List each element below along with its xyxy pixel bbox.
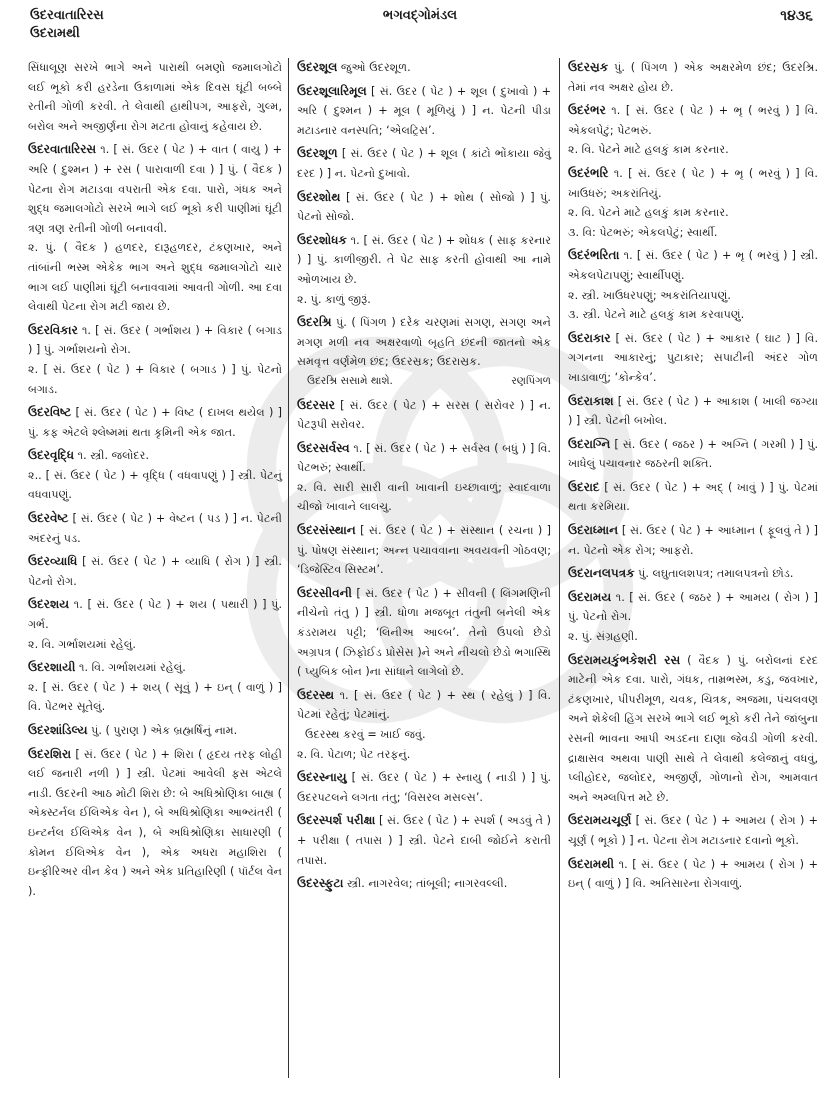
entry-headword: ઉદરંભરિતા xyxy=(568,248,620,263)
entry-text: પું. ( પિંગળ ) દરેક ચરણમાં સગણ, સગણ અને મગણ મળી નવ અક્ષરવાળો બૃહતિ છંદની જાતનો એક સમવૃત્ત વર્ણમેળ છંદ; ઉદરસ્રક; ઉદરાસ્રક. xyxy=(297,316,552,369)
entry-definition xyxy=(568,329,818,388)
entry-text: [ સં. ઉદર ( પેટ ) + સરસ ( સરોવર ) ] ન. પેટરૂપી સરોવર. xyxy=(297,398,551,432)
entry-definition xyxy=(297,686,551,725)
entry-text: ૧. [ સં. ઉદર ( પેટ ) + ભૃ ( ભરવું ) ] સ્ત્રી. એકલપેટાપણું; સ્વાર્થીપણું. xyxy=(568,249,818,282)
entry-definition xyxy=(297,144,551,183)
entry-sense: ૨. પું. ( વૈદક ) હળદર, દારૂહળદર, ટંકણખાર, અને તાંબાંની ભસ્મ એકેક ભાગ અને શુદ્ધ જમાલગોટો ચાર ભાગ લઈ પાણીમાં ઘૂંટી બનાવવામાં આવતી ગોળી. આ દવા લેવાથી પેટના રોગ મટી જાય છે. xyxy=(28,241,282,314)
entry-definition xyxy=(297,396,551,435)
entry-headword: ઉદરવેષ્ટ xyxy=(28,511,69,526)
dictionary-entry xyxy=(568,651,818,808)
entry-headword: ઉદરાધ્માન xyxy=(568,523,619,538)
entry-sense: ૨. પું. સંગ્રહણી. xyxy=(568,630,638,644)
entry-headword: ઉદરસ્નાયુ xyxy=(297,770,347,785)
entry-text: [ સં. ઉદર ( પેટ ) + શિરા ( હૃદય તરફ લોહી લઈ જનારી નળી ) ] સ્ત્રી. પેટમાં આવેલી ફસ એટલે નાડી. ઉદરની આઠ મોટી શિરા છે: બે અધિશ્રોણિકા બાહ્ય ( એક્સ્ટર્નલ ઈલિએક વેન ), બે અધિશ્રોણિકા આભ્યંતરી ( ઇન્ટર્નલ ઈલિએક વેન ), બે અધિશ્રોણિકા સાધારણી ( કોમન ઈલિએક વેન ), એક અધરા મહાશિરા ( ઇન્ફીરિઅર વીન કેવ ) અને એક પ્રતિહારિણી ( પૉર્ટલ વેન ). xyxy=(28,747,283,898)
entry-text: ૧. [ સં. ઉદર ( પેટ ) + સ્થ ( રહેલું ) ] વિ. પેટમાં રહેતું; પેટમાંનું. xyxy=(297,688,551,722)
running-title: ભગવદ્ગોમંડલ xyxy=(382,8,458,23)
entry-headword: ઉદરામથી xyxy=(568,856,615,871)
entry-sense: ૩. સ્ત્રી. પેટને માટે હલકું કામ કરવાપણું. xyxy=(568,308,745,322)
entry-text: પું. ( પુરાણ ) એક બ્રહ્મર્ષિનું નામ. xyxy=(91,724,238,737)
entry-definition xyxy=(568,811,818,850)
entry-headword: ઉદરવ્યાધિ xyxy=(28,554,78,569)
dictionary-entry xyxy=(297,58,551,78)
column-3 xyxy=(560,58,818,1078)
entry-headword: ઉદરશાંડિલ્ય xyxy=(28,723,88,737)
dictionary-entry xyxy=(568,392,818,431)
entry-sense: ૨. [ સં. ઉદર ( પેટ ) + વિકાર ( બગાડ ) ] પું. પેટનો બગાડ. xyxy=(28,362,282,396)
entry-definition xyxy=(28,658,282,678)
dictionary-entry xyxy=(297,768,551,807)
entry-definition xyxy=(297,313,551,372)
column-2 xyxy=(288,58,560,1078)
dictionary-entry xyxy=(28,595,282,654)
entry-text: [ સં. ઉદર ( પેટ ) + શૂલ ( કાંટો ભોંકાયા જેવું દરદ ) ] ન. પેટનો દુખાવો. xyxy=(297,147,551,180)
dictionary-entry xyxy=(28,745,282,902)
entry-headword: ઉદરંભરિ xyxy=(568,165,609,180)
dictionary-entry xyxy=(568,588,818,647)
entry-sense: ૨. વિ. પેટને માટે હલકું કામ કરનાર. xyxy=(568,206,729,220)
dictionary-entry xyxy=(297,874,551,894)
entry-headword: ઉદરશય xyxy=(28,597,70,612)
entry-definition xyxy=(28,140,282,238)
entry-headword: ઉદરાનલપત્રક xyxy=(568,566,635,581)
entry-definition xyxy=(297,439,551,478)
quotation-text: ઉદરશ્રિ સસામે થાશે. xyxy=(307,374,393,387)
entry-headword: ઉદરાકાશ xyxy=(568,393,614,408)
dictionary-entry xyxy=(297,439,551,517)
entry-definition xyxy=(297,811,551,870)
entry-text: [ સં. ઉદર ( પેટ ) + વ્યાધિ ( રોગ ) ] સ્ત્રી. પેટનો રોગ. xyxy=(28,555,282,588)
entry-text: ૧. [ સં. ઉદર ( પેટ ) + સર્વસ્વ ( બધું ) ] વિ. પેટભરું; સ્વાર્થી. xyxy=(297,441,551,475)
entry-text: [ સં. ઉદર ( પેટ ) + આકાર ( ઘાટ ) ] વિ. ગગનના આકારનું; પુટાકાર; સપાટીની અંદર ગોળ ખાડાવાળું; ‘કોન્કેવ’. xyxy=(568,331,818,384)
dictionary-entry xyxy=(28,721,282,741)
entry-text: પું. લઘુતાલશપત્ર; તમાલપત્રનો છોડ. xyxy=(638,567,794,581)
entry-text: [ સં. ઉદર ( પેટ ) + વેષ્ટન ( પડ ) ] ન. પેટની અંદરનું પડ. xyxy=(28,512,282,545)
entry-text: ૧. સ્ત્રી. જલોદર. xyxy=(77,449,150,463)
dictionary-entry xyxy=(568,58,818,97)
dictionary-entry xyxy=(568,101,818,160)
entry-headword: ઉદરશાયી xyxy=(28,660,76,675)
dictionary-entry xyxy=(28,446,282,505)
dictionary-entry xyxy=(568,478,818,517)
entry-headword: ઉદરસ્રક xyxy=(568,60,609,74)
entry-headword: ઉદરસર xyxy=(297,397,335,412)
entry-definition xyxy=(28,745,282,902)
entry-headword: ઉદરંભર xyxy=(568,103,606,118)
entry-headword: ઉદરસ્ફુટા xyxy=(297,876,344,891)
entry-text: ૧. [ સં. ઉદર ( પેટ ) + ભૃ ( ભરવું ) ] વિ. એકલપેટું; પેટભરું. xyxy=(568,104,818,137)
entry-text: સ્ત્રી. નાગરવેલ; તાંબૂલી; નાગરવલ્લી. xyxy=(346,877,508,891)
entry-example: ઉદરસ્થ કરવું = ખાઈ જવું. xyxy=(305,728,426,741)
entry-sense: ૨. વિ. પેટને માટે હલકું કામ કરનાર. xyxy=(568,143,729,157)
entry-headword: ઉદરશૂલારિમૂલ xyxy=(297,83,367,98)
entry-definition xyxy=(297,768,551,807)
entry-text: [ સં. ઉદર ( પેટ ) + સંસ્થાન ( રચના ) ] પું. પોષણ સંસ્થાન; અન્ન પચાવવાના અવયવની ગોઠવણ; ‘ડિજેસ્ટિવ સિસ્ટમ’. xyxy=(297,524,551,577)
entry-definition xyxy=(297,584,551,682)
dictionary-entry xyxy=(297,584,551,682)
entry-text: [ સં. ઉદર ( પેટ ) + સીવની ( લિંગમણિની નીચેનો તંતુ ) ] સ્ત્રી. ધોળા મજબૂત તંતુની બનેલી એક કંડરામય પટ્ટી; ‘લિનીઅ આલ્બ’. તેનો ઉપલો છેડો અગ્રપત્ર ( ઝિફોઈડ પ્રોસેસ )ને અને નીચલો છેડો ભગાસ્થિ ( પ્યુબિક બોન )ના સાંધાને લાગેલો છે. xyxy=(297,586,552,679)
dictionary-entry xyxy=(568,329,818,388)
dictionary-entry xyxy=(297,82,551,141)
dictionary-entry xyxy=(28,321,282,399)
entry-text: ( વૈદક ) પું. બરોલનાં દરદ માટેની એક દવા. પારો, ગંધક, તામ્રભસ્મ, કડુ, જવખાર, ટંકણખાર, પીપરીમૂળ, ચવક, ચિત્રક, અજમા, પંચલવણ અને શેકેલી હિંગ સરખે ભાગે લઈ ભૂકો કરી તેને જાંબુના રસની ભાવના આપી અડદના દાણા જેવડી ગોળી કરવી. દ્રાક્ષાસવ અથવા પાણી સાથે તે લેવાથી કલેજાનું વધવું, પ્લીહોદર, જલોદર, અજીર્ણ, ગોળાનો રોગ, આમવાત અને અમ્લપિત્ત મટે છે. xyxy=(568,653,818,804)
entry-sense: ૨. વિ. પેટાળ; પેટ તરફનું. xyxy=(297,747,411,761)
entry-definition xyxy=(568,58,818,97)
page-number: ૧૪૩૬ xyxy=(780,8,813,24)
guide-word-last: ઉદરામથી xyxy=(30,26,80,41)
entry-definition xyxy=(28,321,282,360)
entry-sense: ૩. વિ: પેટભરું; એકલપેટું; સ્વાર્થી. xyxy=(568,225,718,239)
entry-text: [ સં. ઉદર ( પેટ ) + સ્નાયુ ( નાડી ) ] પું. ઉદરપટલને લગતા તંતુ; ‘વિસરલ મસલ્સ’. xyxy=(297,771,551,804)
entry-definition xyxy=(297,188,551,227)
entry-headword: ઉદરશ્રિ xyxy=(297,315,332,330)
entry-text: [ સં. ઉદર ( જઠર ) + અગ્નિ ( ગરમી ) ] પું. ખાધેલું પચાવનાર જઠરની શક્તિ. xyxy=(568,437,819,471)
entry-headword: ઉદરવિકાર xyxy=(28,322,78,337)
entry-text: [ સં. ઉદર ( પેટ ) + શૂલ ( દુખાવો ) + અરિ ( દુશ્મન ) + મૂલ ( મૂળિયું ) ] ન. પેટની પીડા મટાડનાર વનસ્પતિ; ‘એલટ્રિસ’. xyxy=(297,84,551,137)
entry-definition xyxy=(297,521,551,580)
dictionary-entry xyxy=(28,58,282,136)
entry-text: [ સં. ઉદર ( પેટ ) + વિષ્ટ ( દાખલ થયેલ ) ] પું. કફ એટલે શ્લેષ્મમાં થતા કૃમિની એક જાત. xyxy=(28,406,282,439)
entry-text: ૧. [ સં. ઉદર ( ગર્ભાશય ) + વિકાર ( બગાડ ) ] પું. ગર્ભાશયનો રોગ. xyxy=(28,323,282,357)
entry-definition xyxy=(568,651,818,808)
dictionary-entry xyxy=(297,313,551,391)
entry-text: પું. ( પિંગળ ) એક અક્ષરમેળ છંદ; ઉદરશ્રિ. તેમાં નવ અક્ષર હોય છે. xyxy=(568,61,818,94)
entry-text: ૧. [ સં. ઉદર ( પેટ ) + વાત ( વાયુ ) + અરિ ( દુશ્મન ) + રસ ( પારાવાળી દવા ) ] પું. ( વૈદક ) પેટના રોગ મટાડવા વપરાતી એક દવા. પારો, ગંધક અને શુદ્ધ જમાલગોટો સરખે ભાગે લઈ ભૂકો કરી પાણીમાં ઘૂંટી ત્રણ ત્રણ રતીની ગોળી બનાવવી. xyxy=(28,143,282,235)
entry-definition xyxy=(28,552,282,591)
entry-headword: ઉદરામય xyxy=(568,589,612,604)
entry-definition xyxy=(28,721,282,741)
dictionary-entry xyxy=(297,811,551,870)
dictionary-columns xyxy=(28,58,818,1078)
entry-definition xyxy=(568,564,818,584)
entry-definition xyxy=(568,478,818,517)
entry-headword: ઉદરામયકુંભકેશરી રસ xyxy=(568,652,681,667)
entry-definition xyxy=(28,509,282,548)
entry-text: સિંધાલૂણ સરખે ભાગે અને પારાથી બમણો જમાલગોટો લઈ ભૂકો કરી હરડેના ઉકાળામાં એક દિવસ ઘૂંટી બબ્બે રતીની ગોળી કરવી. તે લેવાથી હાથીપગ, આફરો, ગુલ્મ, બરોલ અને અજીર્ણના રોગ મટતા હોવાનું કહેવાય છે. xyxy=(28,61,282,133)
entry-definition xyxy=(568,588,818,627)
entry-text: ૧. [ સં. ઉદર ( પેટ ) + શોધક ( સાફ કરનાર ) ] પું. કાળીજીરી. તે પેટ સાફ કરતી હોવાથી આ નામે ઓળખાય છે. xyxy=(297,233,551,286)
entry-headword: ઉદરશૂળ xyxy=(297,146,338,161)
entry-definition xyxy=(28,58,282,136)
entry-sense: ૨. વિ. ગર્ભાશયમાં રહેલું. xyxy=(28,637,136,651)
entry-headword: ઉદરશૂલ xyxy=(297,60,338,74)
column-1 xyxy=(28,58,288,1078)
dictionary-entry xyxy=(297,188,551,227)
entry-headword: ઉદરસંસ્થાન xyxy=(297,523,356,538)
entry-text: ૧. વિ. ગર્ભાશયમાં રહેલું. xyxy=(79,661,186,675)
entry-sense: ૨.. [ સં. ઉદર ( પેટ ) + વૃદ્ધિ ( વધવાપણું ) ] સ્ત્રી. પેટનું વધવાપણું. xyxy=(28,468,282,502)
entry-definition xyxy=(28,595,282,634)
entry-text: [ સં. ઉદર ( પેટ ) + અદ્ ( ખાવું ) ] પું. પેટમાં થતા કરમિયા. xyxy=(568,480,819,514)
dictionary-entry xyxy=(568,246,818,324)
quotation-source: રણપિંગળ xyxy=(511,374,551,387)
entry-headword: ઉદરાદ xyxy=(568,479,600,494)
guide-word-first: ઉદરવાતારિરસ xyxy=(30,8,104,23)
dictionary-entry xyxy=(297,231,551,309)
dictionary-entry xyxy=(297,521,551,580)
entry-sense: ૨. સ્ત્રી. ખાઉધરપણું; અકરાંતિયાપણું. xyxy=(568,288,731,302)
entry-headword: ઉદરસર્વસ્વ xyxy=(297,440,350,455)
entry-headword: ઉદરશિરા xyxy=(28,746,72,761)
dictionary-entry xyxy=(28,552,282,591)
dictionary-entry xyxy=(28,140,282,316)
entry-definition xyxy=(568,101,818,140)
entry-text: [ સં. ઉદર ( પેટ ) + સ્પર્શ ( અડવું તે ) + પરીક્ષા ( તપાસ ) ] સ્ત્રી. પેટને દાબી જોઈને કરાતી તપાસ. xyxy=(297,814,551,867)
entry-headword: ઉદરસ્થ xyxy=(297,687,335,702)
entry-text: ૧. [ સં. ઉદર ( જઠર ) + આમય ( રોગ ) ] પું. પેટનો રોગ. xyxy=(568,590,819,624)
entry-sense: ૨. [ સં. ઉદર ( પેટ ) + શય્ ( સૂવું ) + ઇન્ ( વાળું ) ] વિ. પેટભર સૂતેલું. xyxy=(28,680,282,714)
entry-headword: ઉદરવિષ્ટ xyxy=(28,405,72,420)
dictionary-entry xyxy=(568,855,818,894)
entry-headword: ઉદરામયચૂર્ણ xyxy=(568,813,632,828)
entry-definition xyxy=(568,521,818,560)
entry-headword: ઉદરસ્પર્શ પરીક્ષા xyxy=(297,813,376,828)
entry-definition xyxy=(28,403,282,442)
page-header xyxy=(0,0,825,54)
entry-headword: ઉદરસીવની xyxy=(297,585,352,600)
dictionary-entry xyxy=(28,509,282,548)
dictionary-entry xyxy=(297,686,551,764)
entry-headword: ઉદરાગ્નિ xyxy=(568,436,611,451)
dictionary-entry xyxy=(568,435,818,474)
entry-headword: ઉદરવાતારિરસ xyxy=(28,142,97,157)
dictionary-entry xyxy=(28,658,282,717)
entry-definition xyxy=(568,164,818,203)
dictionary-entry xyxy=(28,403,282,442)
entry-headword: ઉદરાકાર xyxy=(568,330,611,345)
entry-text: [ સં. ઉદર ( પેટ ) + આકાશ ( ખાલી જગ્યા ) ] સ્ત્રી. પેટની બખોલ. xyxy=(568,394,819,428)
entry-text: ૧. [ સં. ઉદર ( પેટ ) + ભૃ ( ભરવું ) ] વિ. ખાઉધરું; અકરાંતિયું. xyxy=(568,166,818,200)
entry-definition xyxy=(297,58,551,78)
entry-definition xyxy=(297,82,551,141)
entry-definition xyxy=(297,231,551,290)
dictionary-entry xyxy=(568,564,818,584)
entry-sense: ૨. વિ. સારી સારી વાની ખાવાની ઇચ્છાવાળું; સ્વાદવાળા ચીજો ખાવાને લાલચુ. xyxy=(297,480,551,514)
entry-text: [ સં. ઉદર ( પેટ ) + આધ્માન ( ફૂલવું તે ) ] ન. પેટનો એક રોગ; આફરો. xyxy=(568,524,818,557)
dictionary-entry xyxy=(568,164,818,242)
entry-headword: ઉદરવૃદ્ધિ xyxy=(28,448,75,463)
entry-definition xyxy=(568,855,818,894)
entry-headword: ઉદરશોધક xyxy=(297,232,347,247)
entry-sense: ૨. પું. કાળું જીરૂં. xyxy=(297,292,371,306)
dictionary-entry xyxy=(568,521,818,560)
entry-definition xyxy=(28,446,282,466)
dictionary-entry xyxy=(297,144,551,183)
dictionary-entry xyxy=(297,396,551,435)
entry-text: [ સં. ઉદર ( પેટ ) + આમય ( રોગ ) + ચૂર્ણ ( ભૂકો ) ] ન. પેટના રોગ મટાડનાર દવાનો ભૂકો. xyxy=(568,814,818,847)
entry-text: ૧. [ સં. ઉદર ( પેટ ) + શય ( પથારી ) ] પું. ગર્ભ. xyxy=(28,598,283,632)
dictionary-entry xyxy=(568,811,818,850)
entry-quotation xyxy=(297,372,551,392)
entry-text: ૧. [ સં. ઉદર ( પેટ ) + આમય ( રોગ ) + ઇન્ ( વાળું ) ] વિ. અતિસારના રોગવાળું. xyxy=(568,857,818,891)
entry-text: [ સં. ઉદર ( પેટ ) + શોથ ( સોજો ) ] પું. પેટનો સોજો. xyxy=(297,190,551,224)
entry-text: જુઓ ઉદરશૂળ. xyxy=(340,61,411,74)
entry-definition xyxy=(568,435,818,474)
entry-headword: ઉદરશોથ xyxy=(297,189,341,204)
entry-definition xyxy=(297,874,551,894)
entry-definition xyxy=(568,246,818,285)
entry-definition xyxy=(568,392,818,431)
